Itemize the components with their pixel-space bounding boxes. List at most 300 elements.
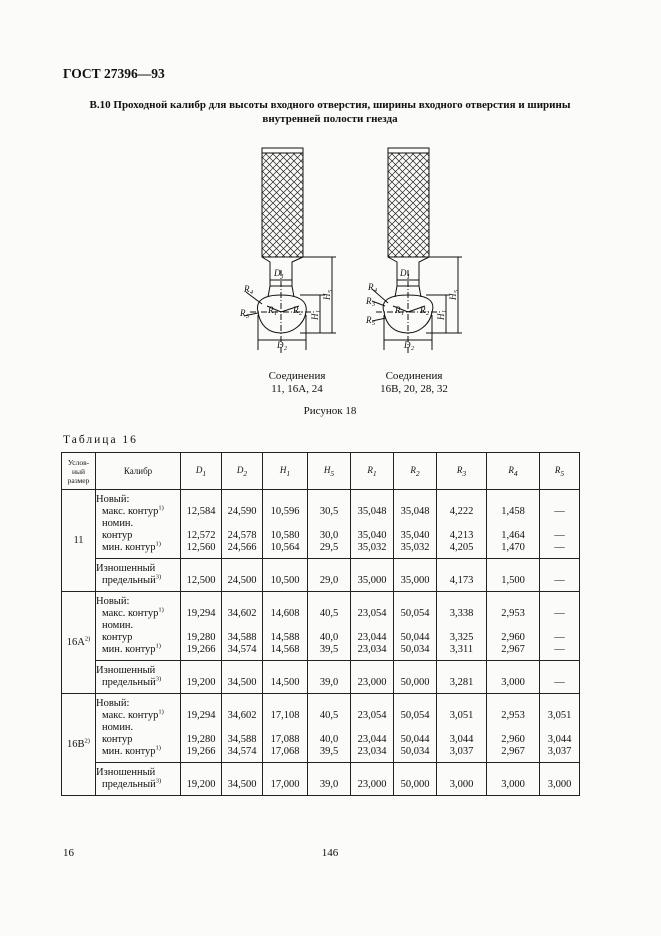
gauge-label-text: Изношенный [96,767,156,778]
gauge-label-text: мин. контур [102,746,156,757]
header-subscript: 1 [372,468,377,478]
caption-line: Соединения [268,370,326,382]
value-max: 50,054 [400,608,430,619]
svg-text:4: 4 [250,290,253,296]
figure-2-caption [349,370,479,396]
value-max: — [554,608,565,619]
svg-text:2: 2 [426,311,429,317]
value-nom: 30,0 [319,530,339,541]
spacer-line [437,722,486,734]
svg-text:H: H [322,293,332,300]
gauge-label-text: номин. [102,518,134,529]
value-min: 2,967 [501,644,525,655]
spacer-line [263,563,307,575]
value-min: — [554,542,565,553]
value-nom: — [554,530,565,541]
spacer-line [222,563,262,575]
value-min: 23,034 [357,644,387,655]
spacer-line [308,665,350,677]
spacer-line [394,698,436,710]
value-max: 24,590 [227,506,257,517]
header-subscript: 1 [202,468,207,478]
value-cell [540,661,580,694]
value-min: 10,564 [270,542,300,553]
value-min: 19,266 [186,644,216,655]
spacer-line [181,767,221,779]
value-max: 17,108 [270,710,300,721]
data-table [61,452,580,796]
svg-text:H: H [310,313,320,320]
value-cell [351,490,394,559]
value-cell [487,559,540,592]
value-max: 3,051 [547,710,572,721]
value-cell [222,661,263,694]
header-r2: $R_2$ [394,453,437,490]
spacer-line [540,620,579,632]
header-gauge: Калибр [96,453,181,490]
value-max: 10,596 [270,506,300,517]
value-nom: 12,572 [186,530,216,541]
value-worn: 3,000 [547,779,572,790]
gauge-label-line [96,746,180,758]
value-cell [181,763,222,796]
spacer-line [437,596,486,608]
value-max: 3,051 [449,710,474,721]
value-nom: 4,213 [449,530,474,541]
spacer-line [222,494,262,506]
gauge-label-line [96,518,180,530]
value-cell [437,694,487,763]
caption-line: 16В, 20, 28, 32 [380,383,448,395]
value-max: 35,048 [357,506,387,517]
spacer-line [487,767,539,779]
spacer-line [181,518,221,530]
spacer-line [222,620,262,632]
value-nom: 1,464 [501,530,525,541]
value-cell [437,763,487,796]
value-nom: 50,044 [400,734,430,745]
spacer-line [540,767,579,779]
value-cell [308,592,351,661]
spacer-line [437,563,486,575]
spacer-line [437,620,486,632]
size-value: 16В [67,739,85,750]
value-worn: 3,000 [449,779,474,790]
spacer-line [487,620,539,632]
caption-line: Соединения [385,370,443,382]
spacer-line [394,767,436,779]
svg-text:D: D [404,340,411,350]
spacer-line [540,698,579,710]
value-min: 35,032 [400,542,430,553]
spacer-line [222,665,262,677]
footnote-ref: 3) [155,777,162,785]
value-max: 19,294 [186,710,216,721]
value-max: 19,294 [186,608,216,619]
gauge-label-line [96,710,180,722]
value-min: 35,032 [357,542,387,553]
value-cell [487,490,540,559]
caption-line: 11, 16А, 24 [271,383,323,395]
value-cell [394,559,437,592]
gauge-label-line [96,542,180,554]
value-cell [222,559,263,592]
spacer-line [437,518,486,530]
spacer-line [540,518,579,530]
spacer-line [437,494,486,506]
svg-text:5: 5 [454,290,460,293]
value-max: 2,953 [501,608,525,619]
size-cell [62,592,96,694]
spacer-line [540,494,579,506]
value-min: 14,568 [270,644,300,655]
value-min: 3,037 [449,746,474,757]
header-d1: $D_1$ [181,453,222,490]
value-max: 12,584 [186,506,216,517]
value-min: — [554,644,565,655]
footnote-ref: 1) [158,606,164,614]
value-cell [263,694,308,763]
spacer-line [263,722,307,734]
value-cell [351,763,394,796]
spacer-line [222,698,262,710]
size-value: 11 [73,535,84,546]
value-cell [437,559,487,592]
value-min: 19,266 [186,746,216,757]
value-worn: 19,200 [186,779,216,790]
value-cell [181,694,222,763]
svg-text:1: 1 [401,311,404,317]
table-row [62,694,580,763]
gauge-label-text: Изношенный [96,563,156,574]
spacer-line [181,563,221,575]
gauge-label-cell [96,763,181,796]
spacer-line [487,665,539,677]
spacer-line [487,722,539,734]
svg-text:3: 3 [246,314,249,320]
value-cell [540,763,580,796]
value-nom: 34,588 [227,734,257,745]
spacer-line [181,665,221,677]
value-worn: — [554,575,565,586]
spacer-line [308,620,350,632]
value-cell [394,763,437,796]
value-nom: 19,280 [186,734,216,745]
value-min: 4,205 [449,542,474,553]
value-nom: 3,325 [449,632,474,643]
spacer-line [308,698,350,710]
spacer-line [181,620,221,632]
gauge-label-text: Новый: [96,698,130,709]
gauge-label-line [96,632,180,644]
spacer-line [181,494,221,506]
gauge-drawing-2 [365,148,462,355]
svg-text:1: 1 [316,310,322,313]
spacer-line [487,494,539,506]
header-r1: $R_1$ [351,453,394,490]
value-worn: — [554,677,565,688]
value-max: 34,602 [227,608,257,619]
page-number-left: 16 [63,847,74,859]
svg-text:1: 1 [274,311,277,317]
value-max: 30,5 [319,506,339,517]
value-cell [394,694,437,763]
gauge-label-line [96,698,180,710]
gauge-label-cell [96,661,181,694]
value-min: 29,5 [319,542,339,553]
value-nom: 35,040 [357,530,387,541]
value-worn: 14,500 [270,677,300,688]
svg-text:R: R [293,305,299,315]
value-worn: 3,000 [501,677,525,688]
value-cell [351,661,394,694]
spacer-line [540,596,579,608]
value-cell [263,559,308,592]
spacer-line [263,665,307,677]
gauge-label-text: макс. контур [102,608,159,619]
value-worn: 34,500 [227,677,257,688]
svg-text:1: 1 [442,310,448,313]
value-nom: 10,580 [270,530,300,541]
value-cell [222,490,263,559]
svg-text:5: 5 [372,321,375,327]
svg-text:1: 1 [281,274,284,280]
svg-text:R: R [240,308,246,318]
value-max: 40,5 [319,710,339,721]
value-cell [308,763,351,796]
value-cell [487,763,540,796]
value-cell [487,661,540,694]
gauge-label-cell [96,694,181,763]
gauge-label-text: предельный [102,677,156,688]
value-cell [308,490,351,559]
value-min: 1,470 [501,542,525,553]
value-worn: 24,500 [227,575,257,586]
spacer-line [222,767,262,779]
value-nom: 19,280 [186,632,216,643]
value-nom: 3,044 [547,734,572,745]
value-worn: 23,000 [357,677,387,688]
value-min: 50,034 [400,746,430,757]
spacer-line [351,767,393,779]
value-nom: 3,044 [449,734,474,745]
spacer-line [394,620,436,632]
svg-text:R: R [368,282,374,292]
gauge-label-line [96,644,180,656]
header-subscript: 4 [513,468,518,478]
value-nom: 40,0 [319,632,339,643]
svg-text:R: R [395,305,401,315]
svg-text:2: 2 [411,346,414,352]
value-min: 17,068 [270,746,300,757]
value-min: 12,560 [186,542,216,553]
gauge-label-text: Изношенный [96,665,156,676]
value-cell [437,592,487,661]
value-nom: 14,588 [270,632,300,643]
svg-text:4: 4 [374,288,377,294]
gauge-label-text: мин. контур [102,644,156,655]
spacer-line [487,596,539,608]
spacer-line [351,596,393,608]
value-worn: 3,281 [449,677,474,688]
value-cell [540,592,580,661]
standard-number: ГОСТ 27396—93 [63,66,165,81]
table-row [62,763,580,796]
spacer-line [308,563,350,575]
value-worn: 35,000 [357,575,387,586]
header-subscript: 5 [560,468,565,478]
spacer-line [351,698,393,710]
value-min: 3,037 [547,746,572,757]
spacer-line [263,767,307,779]
value-cell [394,490,437,559]
spacer-line [263,494,307,506]
gauge-label-line [96,596,180,608]
value-nom: — [554,632,565,643]
svg-text:R: R [366,315,372,325]
spacer-line [394,563,436,575]
value-cell [181,559,222,592]
value-max: 1,458 [501,506,525,517]
gauge-label-line [96,779,180,791]
header-subscript: 1 [286,468,291,478]
value-max: 34,602 [227,710,257,721]
value-max: 35,048 [400,506,430,517]
header-r4: $R_4$ [487,453,540,490]
value-nom: 35,040 [400,530,430,541]
value-cell [308,559,351,592]
spacer-line [222,518,262,530]
spacer-line [351,518,393,530]
header-subscript: 2 [415,468,420,478]
gauge-label-text: макс. контур [102,506,159,517]
value-worn: 34,500 [227,779,257,790]
svg-text:R: R [244,284,250,294]
header-h1: $H_1$ [263,453,308,490]
spacer-line [487,698,539,710]
value-cell [351,694,394,763]
spacer-line [394,596,436,608]
value-cell [181,661,222,694]
value-min: 34,574 [227,746,257,757]
value-worn: 29,0 [319,575,339,586]
spacer-line [351,665,393,677]
header-r5: $R_5$ [540,453,580,490]
value-cell [222,694,263,763]
table-title: Таблица 16 [63,434,138,446]
gauge-label-text: номин. [102,722,134,733]
value-nom: 2,960 [501,734,525,745]
spacer-line [487,518,539,530]
value-worn: 39,0 [319,677,339,688]
value-cell [181,592,222,661]
table-row [62,559,580,592]
spacer-line [351,722,393,734]
header-r3: $R_3$ [437,453,487,490]
value-cell [394,592,437,661]
gauge-label-line [96,620,180,632]
value-min: 39,5 [319,746,339,757]
header-h5: $H_5$ [308,453,351,490]
value-nom: 40,0 [319,734,339,745]
spacer-line [351,563,393,575]
gauge-label-text: контур [102,734,133,745]
svg-text:2: 2 [299,311,302,317]
figure-caption: Рисунок 18 [303,405,357,417]
value-worn: 19,200 [186,677,216,688]
value-cell [540,694,580,763]
svg-text:R: R [268,305,274,315]
value-min: 34,574 [227,644,257,655]
gauge-label-text: предельный [102,779,156,790]
gauge-label-text: номин. [102,620,134,631]
svg-text:D: D [400,268,407,278]
value-worn: 23,000 [357,779,387,790]
gauge-label-line [96,506,180,518]
gauge-label-cell [96,592,181,661]
gauge-figures [0,140,661,400]
value-worn: 50,000 [400,779,430,790]
spacer-line [263,596,307,608]
spacer-line [351,494,393,506]
gauge-label-line [96,494,180,506]
value-cell [351,559,394,592]
value-max: 40,5 [319,608,339,619]
spacer-line [437,767,486,779]
value-max: — [554,506,565,517]
size-cell [62,694,96,796]
value-nom: 17,088 [270,734,300,745]
value-nom: 23,044 [357,632,387,643]
gauge-label-text: макс. контур [102,710,159,721]
value-max: 23,054 [357,608,387,619]
spacer-line [437,665,486,677]
value-cell [263,490,308,559]
header-subscript: 2 [243,468,248,478]
header-subscript: 3 [462,468,467,478]
header-size: Услов-ный размер [62,453,96,490]
gauge-drawing-1 [239,148,336,355]
value-max: 4,222 [449,506,474,517]
value-min: 24,566 [227,542,257,553]
spacer-line [308,596,350,608]
table-header-row [62,453,580,490]
spacer-line [351,620,393,632]
footnote-ref: 1) [155,642,161,650]
section-title: В.10 Проходной калибр для высоты входного отверстия, ширины входного отверстия и ширины внутренней полости гнезда [89,99,571,125]
value-worn: 17,000 [270,779,300,790]
spacer-line [540,722,579,734]
spacer-line [394,722,436,734]
svg-text:5: 5 [328,290,334,293]
value-min: 2,967 [501,746,525,757]
table-row [62,661,580,694]
value-cell [308,661,351,694]
svg-text:1: 1 [407,274,410,280]
gauge-label-cell [96,559,181,592]
spacer-line [394,665,436,677]
value-cell [351,592,394,661]
spacer-line [437,698,486,710]
svg-text:3: 3 [372,302,375,308]
spacer-line [394,494,436,506]
value-nom: 34,588 [227,632,257,643]
gauge-label-text: мин. контур [102,542,156,553]
value-min: 50,034 [400,644,430,655]
value-cell [394,661,437,694]
value-cell [222,763,263,796]
size-value: 16А [66,637,85,648]
